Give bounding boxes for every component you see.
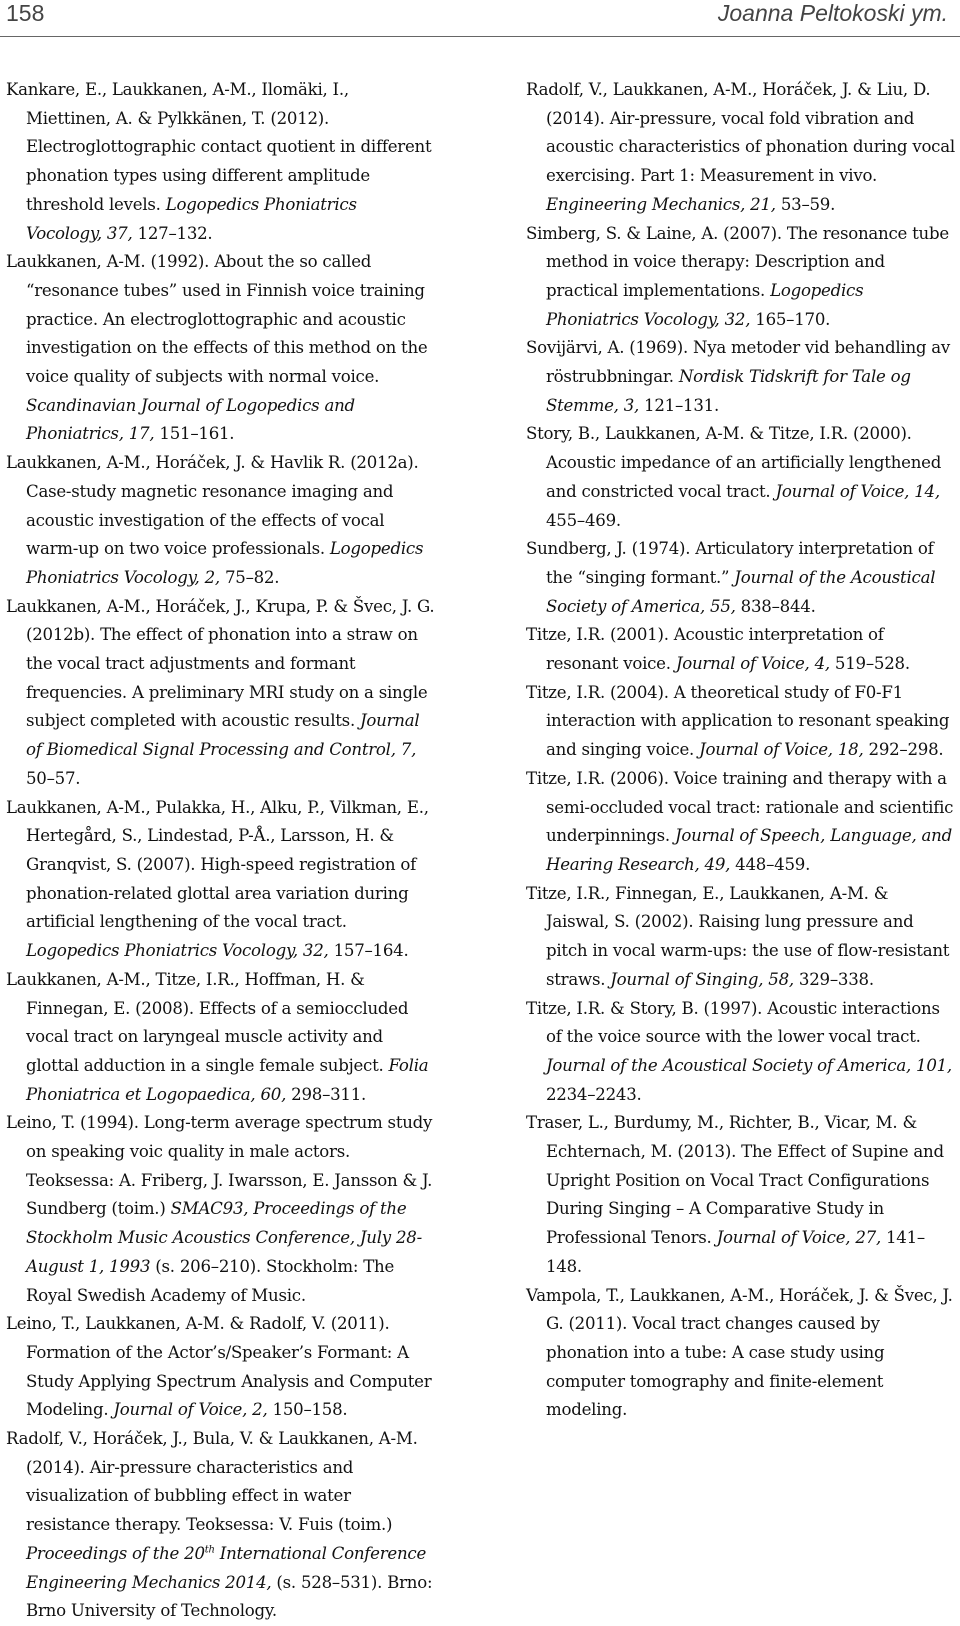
reference-entry: Simberg, S. & Laine, A. (2007). The resonance tube method in voice therapy: Description and practical implementations. Logopedics Phoniatrics Vocology, 32, 165–170. [526, 223, 949, 329]
reference-entry: Radolf, V., Laukkanen, A-M., Horáček, J. & Liu, D. (2014). Air-pressure, vocal fold vibration and acoustic characteristics of phonation during vocal exercising. Part 1: Measurement in vivo. Engineering Mechanics, 21, 53–59. [526, 80, 955, 214]
reference-entry: Laukkanen, A-M. (1992). About the so called “resonance tubes” used in Finnish voice training practice. An electroglottographic and acoustic investigation on the effects of this method on the voice quality of subjects with normal voice. Scandinavian Journal of Logopedics and Phoniatrics, 17, 151–161. [6, 252, 428, 444]
reference-entry: Titze, I.R., Finnegan, E., Laukkanen, A-M. & Jaiswal, S. (2002). Raising lung pressure and pitch in vocal warm-ups: the use of flow-resistant straws. Journal of Singing, 58, 329–338. [526, 883, 950, 989]
reference-entry: Kankare, E., Laukkanen, A-M., Ilomäki, I., Miettinen, A. & Pylkkänen, T. (2012). Electroglottographic contact quotient in different phonation types using different amplitude threshold levels. Logopedics Phoniatrics Vocology, 37, 127–132. [6, 80, 432, 243]
running-header [0, 0, 960, 36]
page-number: 158 [6, 0, 45, 26]
reference-entry: Laukkanen, A-M., Titze, I.R., Hoffman, H. & Finnegan, E. (2008). Effects of a semioccluded vocal tract on laryngeal muscle activity and glottal adduction in a single female subject. Folia Phoniatrica et Logopaedica, 60, 298–311. [6, 969, 429, 1104]
reference-column-right [526, 76, 956, 1425]
reference-entry: Laukkanen, A-M., Horáček, J., Krupa, P. & Švec, J. G. (2012b). The effect of phonation into a straw on the vocal tract adjustments and formant frequencies. A preliminary MRI study on a single subject completed with acoustic results. Journal of Biomedical Signal Processing and Control, 7, 50–57. [6, 596, 435, 788]
reference-column-left [6, 76, 436, 1626]
running-title: Joanna Peltokoski ym. [717, 0, 948, 26]
reference-entry: Leino, T., Laukkanen, A-M. & Radolf, V. (2011). Formation of the Actor’s/Speaker’s Formant: A Study Applying Spectrum Analysis and Computer Modeling. Journal of Voice, 2, 150–158. [6, 1314, 432, 1420]
reference-entry: Sundberg, J. (1974). Articulatory interpretation of the “singing formant.” Journal of the Acoustical Society of America, 55, 838–844. [526, 539, 936, 616]
reference-entry: Titze, I.R. (2001). Acoustic interpretation of resonant voice. Journal of Voice, 4, 519–528. [526, 625, 910, 674]
reference-entry: Titze, I.R. (2006). Voice training and therapy with a semi-occluded vocal tract: rationale and scientific underpinnings. Journal of Speech, Language, and Hearing Research, 49, 448–459. [526, 768, 954, 874]
reference-entry: Leino, T. (1994). Long-term average spectrum study on speaking voic quality in male actors. Teoksessa: A. Friberg, J. Iwarsson, E. Jansson & J. Sundberg (toim.) SMAC93, Proceedings of the Stockholm Music Acoustics Conference, July 28-August 1, 1993 (s. 206–210). Stockholm: The Royal Swedish Academy of Music. [6, 1113, 433, 1305]
reference-entry: Laukkanen, A-M., Pulakka, H., Alku, P., Vilkman, E., Hertegård, S., Lindestad, P-Å., Larsson, H. & Granqvist, S. (2007). High-speed registration of phonation-related glottal area variation during artificial lengthening of the vocal tract. Logopedics Phoniatrics Vocology, 32, 157–164. [6, 797, 429, 961]
header-rule [0, 36, 960, 37]
reference-entry: Titze, I.R. (2004). A theoretical study of F0-F1 interaction with application to resonant speaking and singing voice. Journal of Voice, 18, 292–298. [526, 682, 950, 760]
reference-entry: Radolf, V., Horáček, J., Bula, V. & Laukkanen, A-M. (2014). Air-pressure characteristics and visualization of bubbling effect in water resistance therapy. Teoksessa: V. Fuis (toim.) Proceedings of the 20th International Conference Engineering Mechanics 2014, (s. 528–531). Brno: Brno University of Technology. [6, 1429, 433, 1621]
reference-entry: Sovijärvi, A. (1969). Nya metoder vid behandling av röstrubbningar. Nordisk Tidskrift for Tale og Stemme, 3, 121–131. [526, 338, 951, 415]
reference-entry: Story, B., Laukkanen, A-M. & Titze, I.R. (2000). Acoustic impedance of an artificially lengthened and constricted vocal tract. Journal of Voice, 14, 455–469. [526, 424, 942, 530]
reference-entry: Titze, I.R. & Story, B. (1997). Acoustic interactions of the voice source with the lower vocal tract. Journal of the Acoustical Society of America, 101, 2234–2243. [526, 998, 952, 1104]
reference-entry: Traser, L., Burdumy, M., Richter, B., Vicar, M. & Echternach, M. (2013). The Effect of Supine and Upright Position on Vocal Tract Configurations During Singing – A Comparative Study in Professional Tenors. Journal of Voice, 27, 141–148. [526, 1113, 944, 1276]
reference-entry: Vampola, T., Laukkanen, A-M., Horáček, J. & Švec, J. G. (2011). Vocal tract changes caused by phonation into a tube: A case study using computer tomography and finite-element modeling. [526, 1285, 953, 1420]
reference-entry: Laukkanen, A-M., Horáček, J. & Havlik R. (2012a). Case-study magnetic resonance imaging and acoustic investigation of the effects of vocal warm-up on two voice professionals. Logopedics Phoniatrics Vocology, 2, 75–82. [6, 453, 424, 587]
